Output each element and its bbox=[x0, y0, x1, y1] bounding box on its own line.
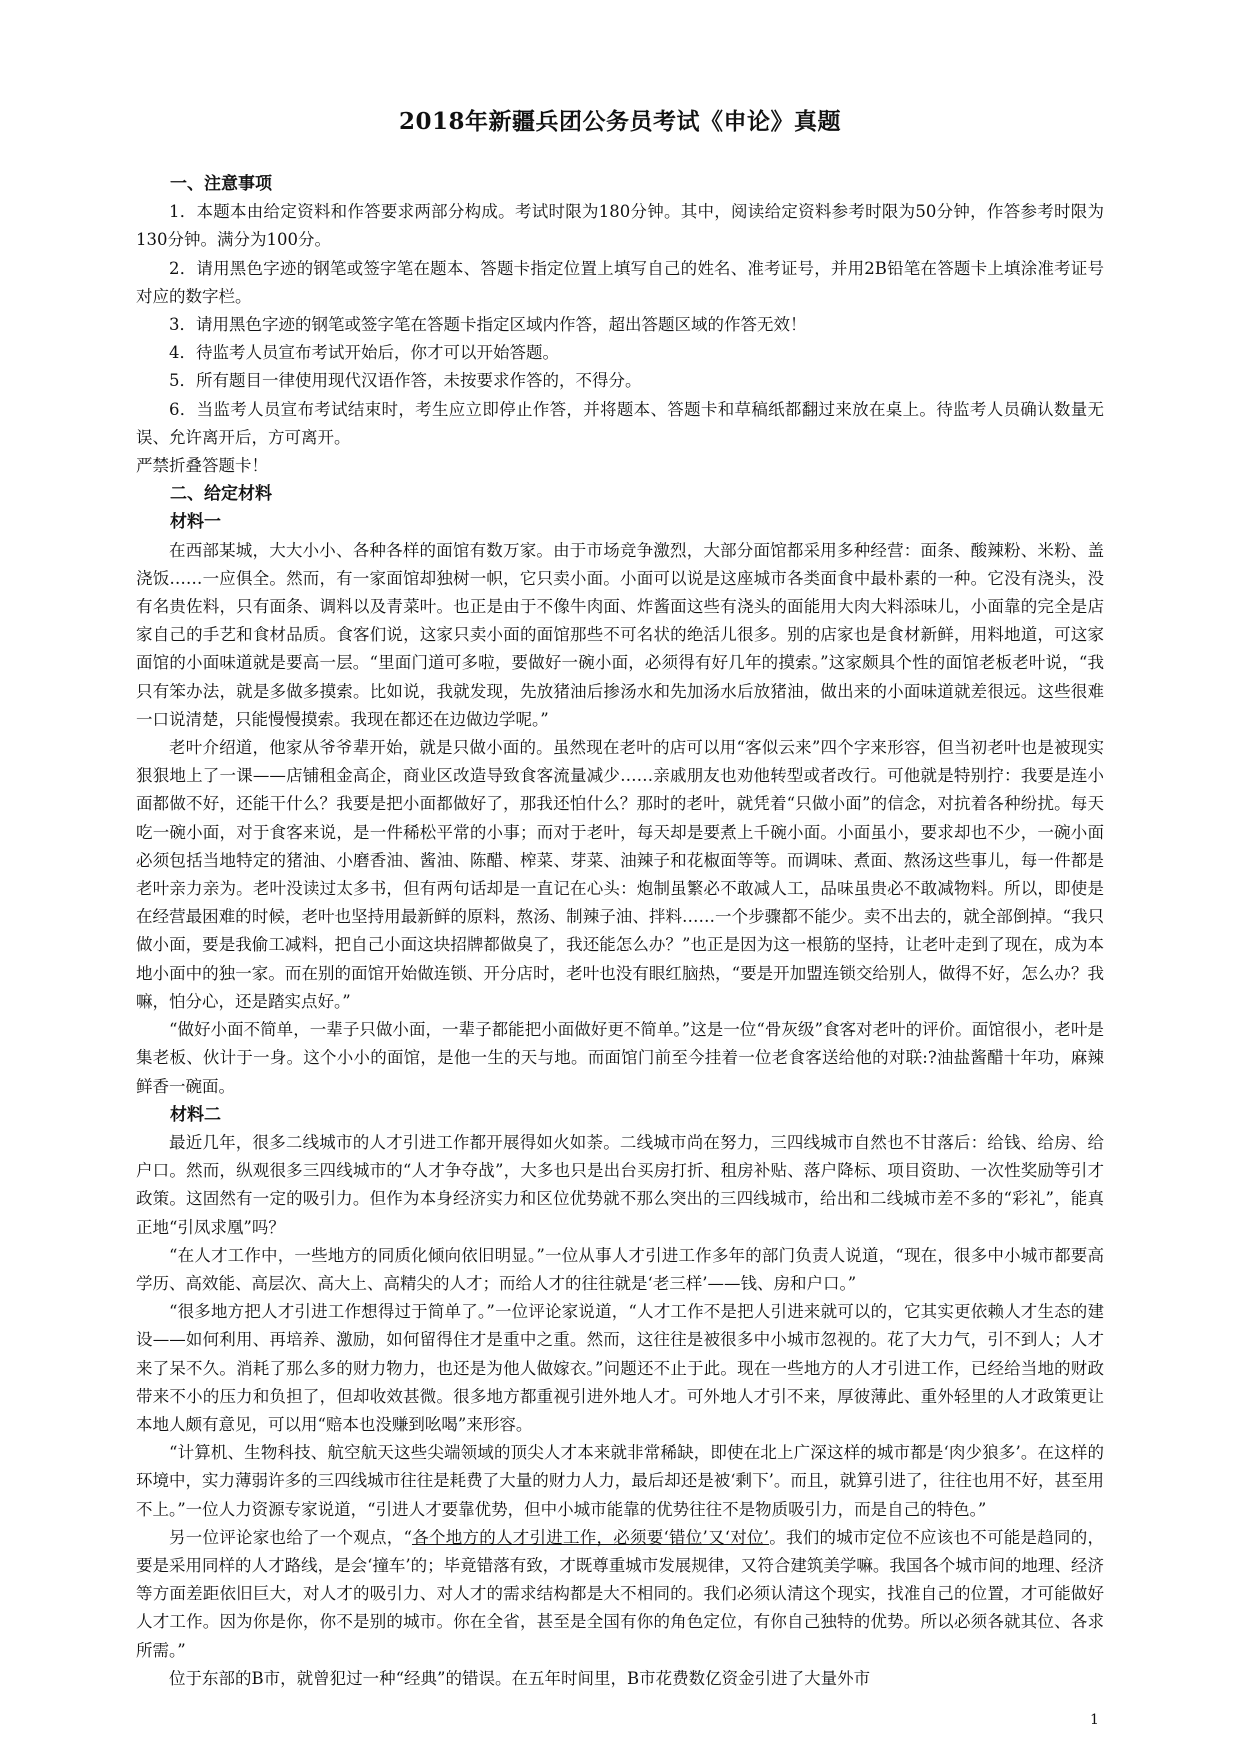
notice-warning: 严禁折叠答题卡！ bbox=[136, 456, 268, 476]
notice-item-2: 2．请用黑色字迹的钢笔或签字笔在题本、答题卡指定位置上填写自己的姓名、准考证号，并用2B铅笔在答题卡上填涂准考证号对应的数字栏。 bbox=[136, 258, 1104, 306]
material-1-paragraph-3: “做好小面不简单，一辈子只做小面，一辈子都能把小面做好更不简单。”这是一位“骨灰级”食客对老叶的评价。面馆很小，老叶是集老板、伙计于一身。这个小小的面馆，是他一生的天与地。而面馆门前至今挂着一位老食客送给他的对联:?油盐酱醋十年功，麻辣鲜香一碗面。 bbox=[136, 1020, 1104, 1096]
notice-item-5: 5．所有题目一律使用现代汉语作答，未按要求作答的，不得分。 bbox=[169, 371, 642, 391]
paragraph-5-rest: 。我们的城市定位不应该也不可能是趋同的，要是采用同样的人才路线，是会‘撞车’的；毕竟错落有致，才既尊重城市发展规律，又符合建筑美学嘛。我国各个城市间的地理、经济等方面差距依旧巨大，对人才的吸引力、对人才的需求结构都是大不相同的。我们必须认清这个现实，找准自己的位置，才可能做好人才工作。因为你是你，你不是别的城市。你在全省，甚至是全国有你的角色定位，有你自己独特的优势。所以必须各就其位、各求所需。” bbox=[136, 1527, 1105, 1660]
material-2-title: 材料二 bbox=[170, 1104, 221, 1125]
document-body bbox=[136, 170, 1104, 1693]
materials-heading: 二、给定材料 bbox=[170, 484, 272, 505]
notice-item-1: 1．本题本由给定资料和作答要求两部分构成。考试时限为180分钟。其中，阅读给定资料参考时限为50分钟，作答参考时限为130分钟。满分为100分。 bbox=[136, 202, 1104, 250]
notice-item-6: 6．当监考人员宣布考试结束时，考生应立即停止作答，并将题本、答题卡和草稿纸都翻过来放在桌上。待监考人员确认数量无误、允许离开后，方可离开。 bbox=[136, 399, 1104, 447]
page-number: 1 bbox=[1090, 1712, 1099, 1728]
material-2-paragraph-3: “很多地方把人才引进工作想得过于简单了。”一位评论家说道，“人才工作不是把人引进来就可以的，它其实更依赖人才生态的建设——如何利用、再培养、激励，如何留得住才是重中之重。然而，这往往是被很多中小城市忽视的。花了大力气，引不到人；人才来了呆不久。消耗了那么多的财力物力，也还是为他人做嫁衣。”问题还不止于此。现在一些地方的人才引进工作，已经给当地的财政带来不小的压力和负担了，但却收效甚微。很多地方都重视引进外地人才。可外地人才引不来，厚彼薄此、重外轻里的人才政策更让本地人颇有意见，可以用“赔本也没赚到吆喝”来形容。 bbox=[136, 1302, 1104, 1434]
notice-item-3: 3．请用黑色字迹的钢笔或签字笔在答题卡指定区域内作答，超出答题区域的作答无效！ bbox=[169, 315, 807, 335]
notice-heading: 一、注意事项 bbox=[170, 174, 272, 194]
underlined-key-sentence: 各个地方的人才引进工作，必须要‘错位’又‘对位’ bbox=[411, 1527, 769, 1547]
material-2-paragraph-2: “在人才工作中，一些地方的同质化倾向依旧明显。”一位从事人才引进工作多年的部门负责人说道，“现在，很多中小城市都要高学历、高效能、高层次、高大上、高精尖的人才；而给人才的往往就是‘老三样’——钱、房和户口。” bbox=[136, 1245, 1104, 1293]
document-title: 2018年新疆兵团公务员考试《申论》真题 bbox=[398, 108, 841, 135]
material-2-paragraph-1: 最近几年，很多二线城市的人才引进工作都开展得如火如荼。二线城市尚在努力，三四线城市自然也不甘落后：给钱、给房、给户口。然而，纵观很多三四线城市的“人才争夺战”，大多也只是出台买房打折、租房补贴、落户降标、项目资助、一次性奖励等引才政策。这固然有一定的吸引力。但作为本身经济实力和区位优势就不那么突出的三四线城市，给出和二线城市差不多的“彩礼”，能真正地“引凤求凰”吗？ bbox=[136, 1132, 1104, 1237]
material-2-paragraph-4: “计算机、生物科技、航空航天这些尖端领域的顶尖人才本来就非常稀缺，即使在北上广深这样的城市都是‘肉少狼多’。在这样的环境中，实力薄弱许多的三四线城市往往是耗费了大量的财力人力，最后却还是被‘剩下’。而且，就算引进了，往往也用不好，甚至用不上。”一位人力资源专家说道，“引进人才要靠优势，但中小城市能靠的优势往往不是物质吸引力，而是自己的特色。” bbox=[136, 1443, 1104, 1519]
material-2-paragraph-6: 位于东部的B市，就曾犯过一种“经典”的错误。在五年时间里，B市花费数亿资金引进了大量外市 bbox=[169, 1668, 871, 1688]
material-1-title: 材料一 bbox=[170, 512, 221, 533]
notice-item-4: 4．待监考人员宣布考试开始后，你才可以开始答题。 bbox=[169, 343, 559, 363]
material-1-paragraph-1: 在西部某城，大大小小、各种各样的面馆有数万家。由于市场竞争激烈，大部分面馆都采用多种经营：面条、酸辣粉、米粉、盖浇饭……一应俱全。然而，有一家面馆却独树一帜，它只卖小面。小面可以说是这座城市各类面食中最朴素的一种。它没有浇头，没有名贵佐料，只有面条、调料以及青菜叶。也正是由于不像牛肉面、炸酱面这些有浇头的面能用大肉大料添味儿，小面靠的完全是店家自己的手艺和食材品质。食客们说，这家只卖小面的面馆那些不可名状的绝活儿很多。别的店家也是食材新鲜，用料地道，可这家面馆的小面味道就是要高一层。“里面门道可多啦，要做好一碗小面，必须得有好几年的摸索。”这家颇具个性的面馆老板老叶说，“我只有笨办法，就是多做多摸索。比如说，我就发现，先放猪油后掺汤水和先加汤水后放猪油，做出来的小面味道就差很远。这些很难一口说清楚，只能慢慢摸索。我现在都还在边做边学呢。” bbox=[136, 540, 1104, 729]
material-2-paragraph-5 bbox=[136, 1524, 1104, 1665]
material-1-paragraph-2: 老叶介绍道，他家从爷爷辈开始，就是只做小面的。虽然现在老叶的店可以用“客似云来”四个字来形容，但当初老叶也是被现实狠狠地上了一课——店铺租金高企，商业区改造导致食客流量减少……亲戚朋友也劝他转型或者改行。可他就是特别拧：我要是连小面都做不好，还能干什么？我要是把小面都做好了，那我还怕什么？那时的老叶，就凭着“只做小面”的信念，对抗着各种纷扰。每天吃一碗小面，对于食客来说，是一件稀松平常的小事；而对于老叶，每天却是要煮上千碗小面。小面虽小，要求却也不少，一碗小面必须包括当地特定的猪油、小磨香油、酱油、陈醋、榨菜、芽菜、油辣子和花椒面等等。而调味、煮面、熬汤这些事儿，每一件都是老叶亲力亲为。老叶没读过太多书，但有两句话却是一直记在心头：炮制虽繁必不敢减人工，品味虽贵必不敢减物料。所以，即使是在经营最困难的时候，老叶也坚持用最新鲜的原料，熬汤、制辣子油、拌料……一个步骤都不能少。卖不出去的，就全部倒掉。“我只做小面，要是我偷工减料，把自己小面这块招牌都做臭了，我还能怎么办？”也正是因为这一根筋的坚持，让老叶走到了现在，成为本地小面中的独一家。而在别的面馆开始做连锁、开分店时，老叶也没有眼红脑热，“要是开加盟连锁交给别人，做得不好，怎么办？我嘛，怕分心，还是踏实点好。” bbox=[136, 738, 1104, 1011]
paragraph-5-lead: 另一位评论家也给了一个观点，“ bbox=[169, 1527, 412, 1547]
